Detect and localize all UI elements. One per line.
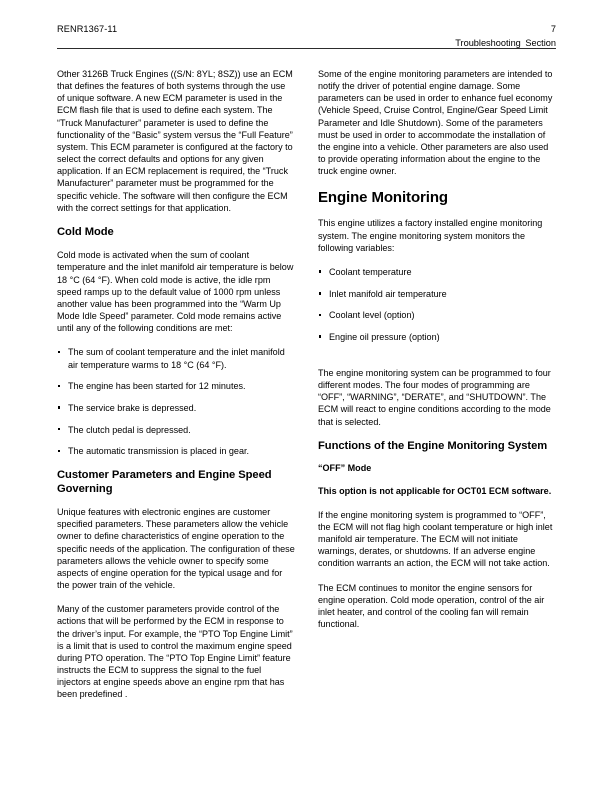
list-item-label: The service brake is depressed.	[68, 402, 197, 413]
page-number: 7	[550, 24, 556, 34]
left-intro-paragraph: Other 3126B Truck Engines ((S/N: 8YL; 8SZ)) use an ECM that defines the features of both systems through the use of unique software. A new ECM parameter is used in the ECM flash file that is used to define each system. The “Truck Manufacturer” parameter is used to define the functionality of the “Basic” system versus the “Full Feature” system. This ECM parameter is configured at the factory to select the correct defaults and options for any given application. If an ECM replacement is required, the “Truck Manufacturer” parameter must be programmed for the specific vehicle. The software will then configure the ECM with the correct settings for that application.	[57, 69, 293, 213]
list-item	[57, 380, 295, 392]
header-top-row	[57, 24, 556, 36]
left-column	[57, 68, 295, 712]
right-intro-paragraph: Some of the engine monitoring parameters are intended to notify the driver of potential engine damage. Some parameters can be used in order to enhance fuel economy (Vehicle Speed, Cruise Control, Engine/Gear Speed Limit Parameter and Idle Shutdown). Some of the parameters must be used in order to accommodate the installation of the engine into a vehicle. Other parameters are also used to provide operating information about the engine to the truck engine owner.	[318, 69, 553, 177]
heading-customer-parameters: Customer Parameters and Engine Speed Governing	[57, 469, 272, 495]
section-name: Troubleshooting Section	[455, 37, 556, 48]
list-item	[57, 346, 295, 370]
cold-mode-conditions-list	[57, 346, 295, 457]
heading-cold-mode: Cold Mode	[57, 225, 114, 238]
list-item	[57, 445, 295, 457]
list-item-label: The automatic transmission is placed in gear.	[68, 446, 250, 457]
body-columns	[57, 68, 556, 712]
bullet-icon	[58, 385, 60, 387]
bullet-icon	[58, 406, 60, 408]
bullet-icon	[319, 335, 321, 337]
document-id: RENR1367-11	[57, 24, 118, 34]
bullet-icon	[58, 450, 60, 452]
list-item	[318, 288, 556, 300]
list-item-label: The clutch pedal is depressed.	[68, 424, 191, 435]
list-item	[318, 266, 556, 278]
header-divider	[57, 48, 556, 49]
list-item	[318, 331, 556, 343]
right-column	[318, 68, 556, 712]
off-mode-note: This option is not applicable for OCT01 ECM software.	[318, 485, 552, 496]
heading-engine-monitoring: Engine Monitoring	[318, 189, 448, 207]
list-item	[57, 424, 295, 436]
monitoring-modes-paragraph: The engine monitoring system can be programmed to four different modes. The four modes of programming are “OFF”, “WARNING”, “DERATE”, and “SHUTDOWN”. The ECM will react to engine conditions according to the mode that is selected.	[318, 368, 551, 427]
list-item-label: Engine oil pressure (option)	[329, 331, 440, 342]
customer-parameters-paragraph-2: Many of the customer parameters provide control of the actions that will be performed by the ECM in response to the driver’s input. For example, the “PTO Top Engine Limit” is a limit that is used to control the maximum engine speed during PTO operation. The “PTO Top Engine Limit” feature instructs the ECM to suppress the signal to the fuel injectors at engine speeds above an engine rpm that has been predefined .	[57, 604, 293, 700]
list-item-label: The sum of coolant temperature and the inlet manifold air temperature warms to 18 °C (64 °F).	[68, 347, 285, 370]
list-item-label: The engine has been started for 12 minutes.	[68, 381, 246, 392]
page-header	[57, 24, 556, 49]
list-item-label: Coolant level (option)	[329, 310, 415, 321]
list-item	[57, 402, 295, 414]
bullet-icon	[58, 351, 60, 353]
heading-off-mode: “OFF” Mode	[318, 463, 372, 474]
off-mode-paragraph-2: The ECM continues to monitor the engine sensors for engine operation. Cold mode operation, control of the air inlet heater, and control of the cooling fan will remain functional.	[318, 582, 545, 630]
off-mode-paragraph-1: If the engine monitoring system is programmed to “OFF”, the ECM will not flag high coolant temperature or high inlet manifold air temperature. The ECM will not initiate warnings, derates, or shutdowns. If an adverse engine condition warrants an action, the ECM will not take action.	[318, 509, 553, 569]
monitored-variables-list	[318, 266, 556, 343]
list-item	[318, 309, 556, 321]
bullet-icon	[58, 428, 60, 430]
engine-monitoring-paragraph: This engine utilizes a factory installed engine monitoring system. The engine monitoring system monitors the following variables:	[318, 218, 543, 253]
list-item-label: Coolant temperature	[329, 266, 412, 277]
cold-mode-paragraph: Cold mode is activated when the sum of coolant temperature and the inlet manifold air temperature is below 18 °C (64 °F). When cold mode is active, the idle rpm speed ramps up to the default value of 1000 rpm unless another value has been programmed into the “Warm Up Mode Idle Speed” parameter. Cold mode remains active until any of the following conditions are met:	[57, 250, 294, 334]
bullet-icon	[319, 314, 321, 316]
bullet-icon	[319, 270, 321, 272]
list-item-label: Inlet manifold air temperature	[329, 288, 447, 299]
customer-parameters-paragraph-1: Unique features with electronic engines are customer specified parameters. These parameters allow the vehicle owner to define characteristics of engine operation to the specific needs of the application. The configuration of these parameters allows the vehicle owner to specify some aspects of engine operation for the typical usage and for the power train of the vehicle.	[57, 507, 295, 591]
list-spacer	[318, 355, 556, 367]
bullet-icon	[319, 292, 321, 294]
heading-functions-of-monitoring-system: Functions of the Engine Monitoring System	[318, 439, 548, 452]
